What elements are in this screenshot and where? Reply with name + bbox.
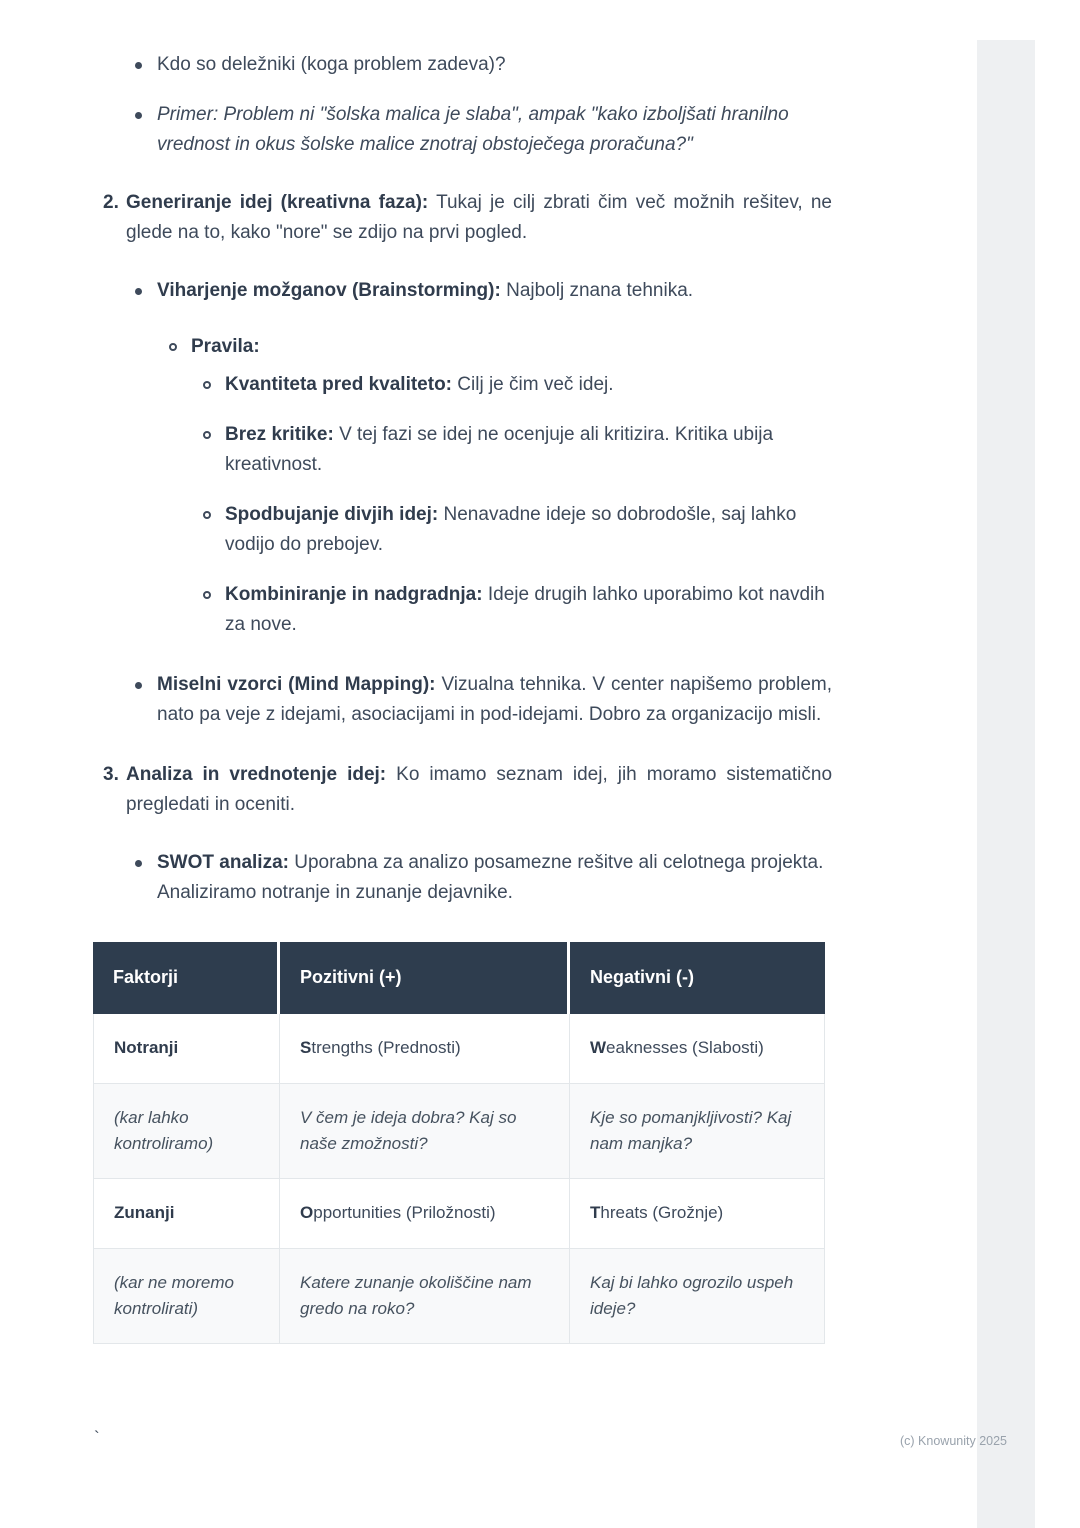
bullet-circle-icon: [203, 420, 225, 480]
item-body: Nenavadne ideje so dobrodošle, saj lahko vodijo do prebojev.: [225, 504, 797, 556]
table-header-row: [93, 942, 825, 1014]
list-item-text: [157, 670, 832, 730]
item-lead: Kombiniranje in nadgradnja:: [225, 584, 483, 606]
list-item-text: [157, 848, 832, 908]
cell-opportunities: Opportunities (Priložnosti): [280, 1179, 570, 1248]
cell-internal-label: Notranji: [93, 1014, 280, 1083]
list-item-text: [225, 370, 832, 400]
item-lead: Generiranje idej (kreativna faza):: [126, 192, 429, 214]
header-cell-negative: Negativni (-): [570, 942, 825, 1014]
scrollbar-track[interactable]: [977, 40, 1035, 1528]
item-body: Najbolj znana tehnika.: [506, 280, 694, 302]
item-body: Ko imamo seznam idej, jih moramo sistematično pregledati in oceniti.: [126, 764, 833, 816]
list-item-rules-label: [169, 332, 832, 362]
bullet-dot-icon: [135, 670, 157, 730]
stray-backtick: `: [94, 1428, 100, 1447]
cell-weaknesses: Weaknesses (Slabosti): [570, 1014, 825, 1083]
list-item-example: [135, 100, 832, 160]
item-body: Uporabna za analizo posamezne rešitve ali celotnega projekta. Analiziramo notranje in zunanje dejavnike.: [157, 852, 824, 904]
bullet-circle-icon: [203, 500, 225, 560]
item-lead: Miselni vzorci (Mind Mapping):: [157, 674, 436, 696]
swot-table: [93, 942, 825, 1344]
bullet-circle-icon: [203, 370, 225, 400]
bullet-circle-icon: [203, 580, 225, 640]
numbered-item-text: [126, 188, 832, 248]
cell-opportunities-questions: Katere zunanje okoliščine nam gredo na roko?: [280, 1249, 570, 1345]
list-item-text: [225, 580, 832, 640]
list-item-brainstorming: [135, 276, 832, 306]
list-item-rule-combine: [203, 580, 832, 640]
list-item-rule-no-critique: [203, 420, 832, 480]
table-row-internal-note: [93, 1084, 825, 1180]
bullet-dot-icon: [135, 276, 157, 306]
item-number: 3.: [103, 764, 119, 786]
item-lead: Analiza in vrednotenje idej:: [126, 764, 387, 786]
rules-label: Pravila:: [191, 336, 260, 358]
cell-external-note: (kar ne moremo kontrolirati): [93, 1249, 280, 1345]
list-item-mindmapping: [135, 670, 832, 730]
bullet-dot-icon: [135, 100, 157, 160]
header-cell-positive: Pozitivni (+): [280, 942, 570, 1014]
list-item-rule-wild-ideas: [203, 500, 832, 560]
item-lead: SWOT analiza:: [157, 852, 289, 874]
header-cell-factors: Faktorji: [93, 942, 280, 1014]
item-body: Vizualna tehnika. V center napišemo problem, nato pa veje z idejami, asociacijami in pod-idejami. Dobro za organizacijo misli.: [157, 674, 832, 726]
footer-credit: (c) Knowunity 2025: [900, 1434, 1008, 1448]
bullet-dot-icon: [135, 848, 157, 908]
item-number: 2.: [103, 192, 119, 214]
cell-strengths: Strengths (Prednosti): [280, 1014, 570, 1083]
item-body: Tukaj je cilj zbrati čim več možnih rešitev, ne glede na to, kako "nore" se zdijo na prvi pogled.: [126, 192, 832, 244]
item-body: Cilj je čim več idej.: [457, 374, 614, 396]
list-item-swot: [135, 848, 832, 908]
cell-threats: Threats (Grožnje): [570, 1179, 825, 1248]
cell-external-label: Zunanji: [93, 1179, 280, 1248]
bullet-circle-icon: [169, 332, 191, 362]
list-item-text: [225, 420, 832, 480]
bullet-dot-icon: [135, 50, 157, 80]
table-row-external-note: [93, 1249, 825, 1345]
cell-internal-note: (kar lahko kontroliramo): [93, 1084, 280, 1180]
table-row-external: [93, 1179, 825, 1248]
list-item-text: [157, 276, 832, 306]
notes-content: [103, 50, 832, 1344]
item-lead: Viharjenje možganov (Brainstorming):: [157, 280, 501, 302]
list-item-text: [225, 500, 832, 560]
cell-threats-questions: Kaj bi lahko ogrozilo uspeh ideje?: [570, 1249, 825, 1345]
list-item-stakeholders: [135, 50, 832, 80]
numbered-item-text: [126, 760, 832, 820]
cell-weaknesses-questions: Kje so pomanjkljivosti? Kaj nam manjka?: [570, 1084, 825, 1180]
list-item-text: Primer: Problem ni "šolska malica je slaba", ampak "kako izboljšati hranilno vrednost in okus šolske malice znotraj obstoječega proračuna?": [157, 104, 789, 156]
item-lead: Spodbujanje divjih idej:: [225, 504, 439, 526]
numbered-item-2: [103, 188, 832, 248]
item-body: V tej fazi se idej ne ocenjuje ali kritizira. Kritika ubija kreativnost.: [225, 424, 774, 476]
item-lead: Brez kritike:: [225, 424, 334, 446]
list-item-rule-quantity: [203, 370, 832, 400]
cell-strengths-questions: V čem je ideja dobra? Kaj so naše zmožnosti?: [280, 1084, 570, 1180]
numbered-item-3: [103, 760, 832, 820]
table-row-internal: [93, 1014, 825, 1083]
list-item-text: Kdo so deležniki (koga problem zadeva)?: [157, 54, 506, 75]
item-body: Ideje drugih lahko uporabimo kot navdih za nove.: [225, 584, 825, 636]
item-lead: Kvantiteta pred kvaliteto:: [225, 374, 452, 396]
list-item-text: [191, 332, 832, 362]
